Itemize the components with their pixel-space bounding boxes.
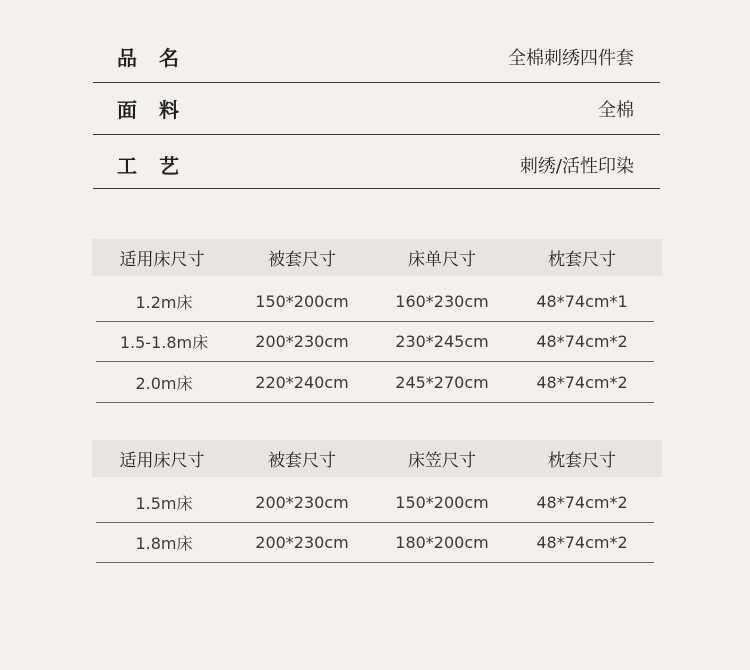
size-table-fitted-sheet [92, 440, 662, 563]
table-cell: 150*200cm [395, 493, 489, 512]
table-cell: 160*230cm [395, 292, 489, 311]
table-cell: 48*74cm*2 [536, 332, 628, 351]
table-row [96, 362, 654, 403]
table-row [96, 322, 654, 362]
table-cell: 245*270cm [395, 372, 489, 392]
table-row [96, 523, 654, 563]
size-table-sheet [92, 239, 662, 403]
table-cell: 48*74cm*2 [536, 533, 628, 552]
header-cell: 枕套尺寸 [548, 250, 616, 270]
table-cell: 2.0m床 [135, 373, 193, 393]
table-cell: 220*240cm [255, 372, 349, 392]
spec-value: 刺绣/活性印染 [519, 156, 634, 177]
spec-row-product-name [93, 34, 660, 83]
table-cell: 48*74cm*1 [536, 292, 628, 311]
header-cell: 适用床尺寸 [119, 451, 205, 471]
table-header [92, 239, 662, 276]
header-cell: 适用床尺寸 [119, 250, 205, 270]
spec-value: 全棉刺绣四件套 [508, 48, 634, 69]
spec-row-craft [93, 138, 660, 189]
spec-label: 品名 [117, 46, 201, 70]
table-row [96, 282, 654, 322]
table-row [96, 483, 654, 523]
table-cell: 1.8m床 [135, 534, 193, 553]
table-cell: 200*230cm [255, 332, 349, 351]
table-cell: 48*74cm*2 [536, 372, 628, 392]
table-cell: 200*230cm [255, 493, 349, 512]
table-cell: 1.2m床 [135, 293, 193, 312]
spec-value: 全棉 [598, 100, 634, 121]
header-cell: 被套尺寸 [268, 451, 336, 471]
table-cell: 48*74cm*2 [536, 493, 628, 512]
header-cell: 枕套尺寸 [548, 451, 616, 471]
table-cell: 1.5-1.8m床 [119, 333, 209, 352]
header-cell: 被套尺寸 [268, 250, 336, 270]
spec-row-fabric [93, 86, 660, 135]
table-cell: 180*200cm [395, 533, 489, 552]
table-cell: 200*230cm [255, 533, 349, 552]
header-cell: 床笠尺寸 [408, 451, 476, 471]
table-cell: 1.5m床 [135, 494, 193, 513]
table-cell: 230*245cm [395, 332, 489, 351]
spec-label: 工艺 [117, 154, 201, 178]
spec-label: 面料 [117, 98, 201, 122]
table-header [92, 440, 662, 477]
header-cell: 床单尺寸 [408, 250, 476, 270]
table-cell: 150*200cm [255, 292, 349, 311]
